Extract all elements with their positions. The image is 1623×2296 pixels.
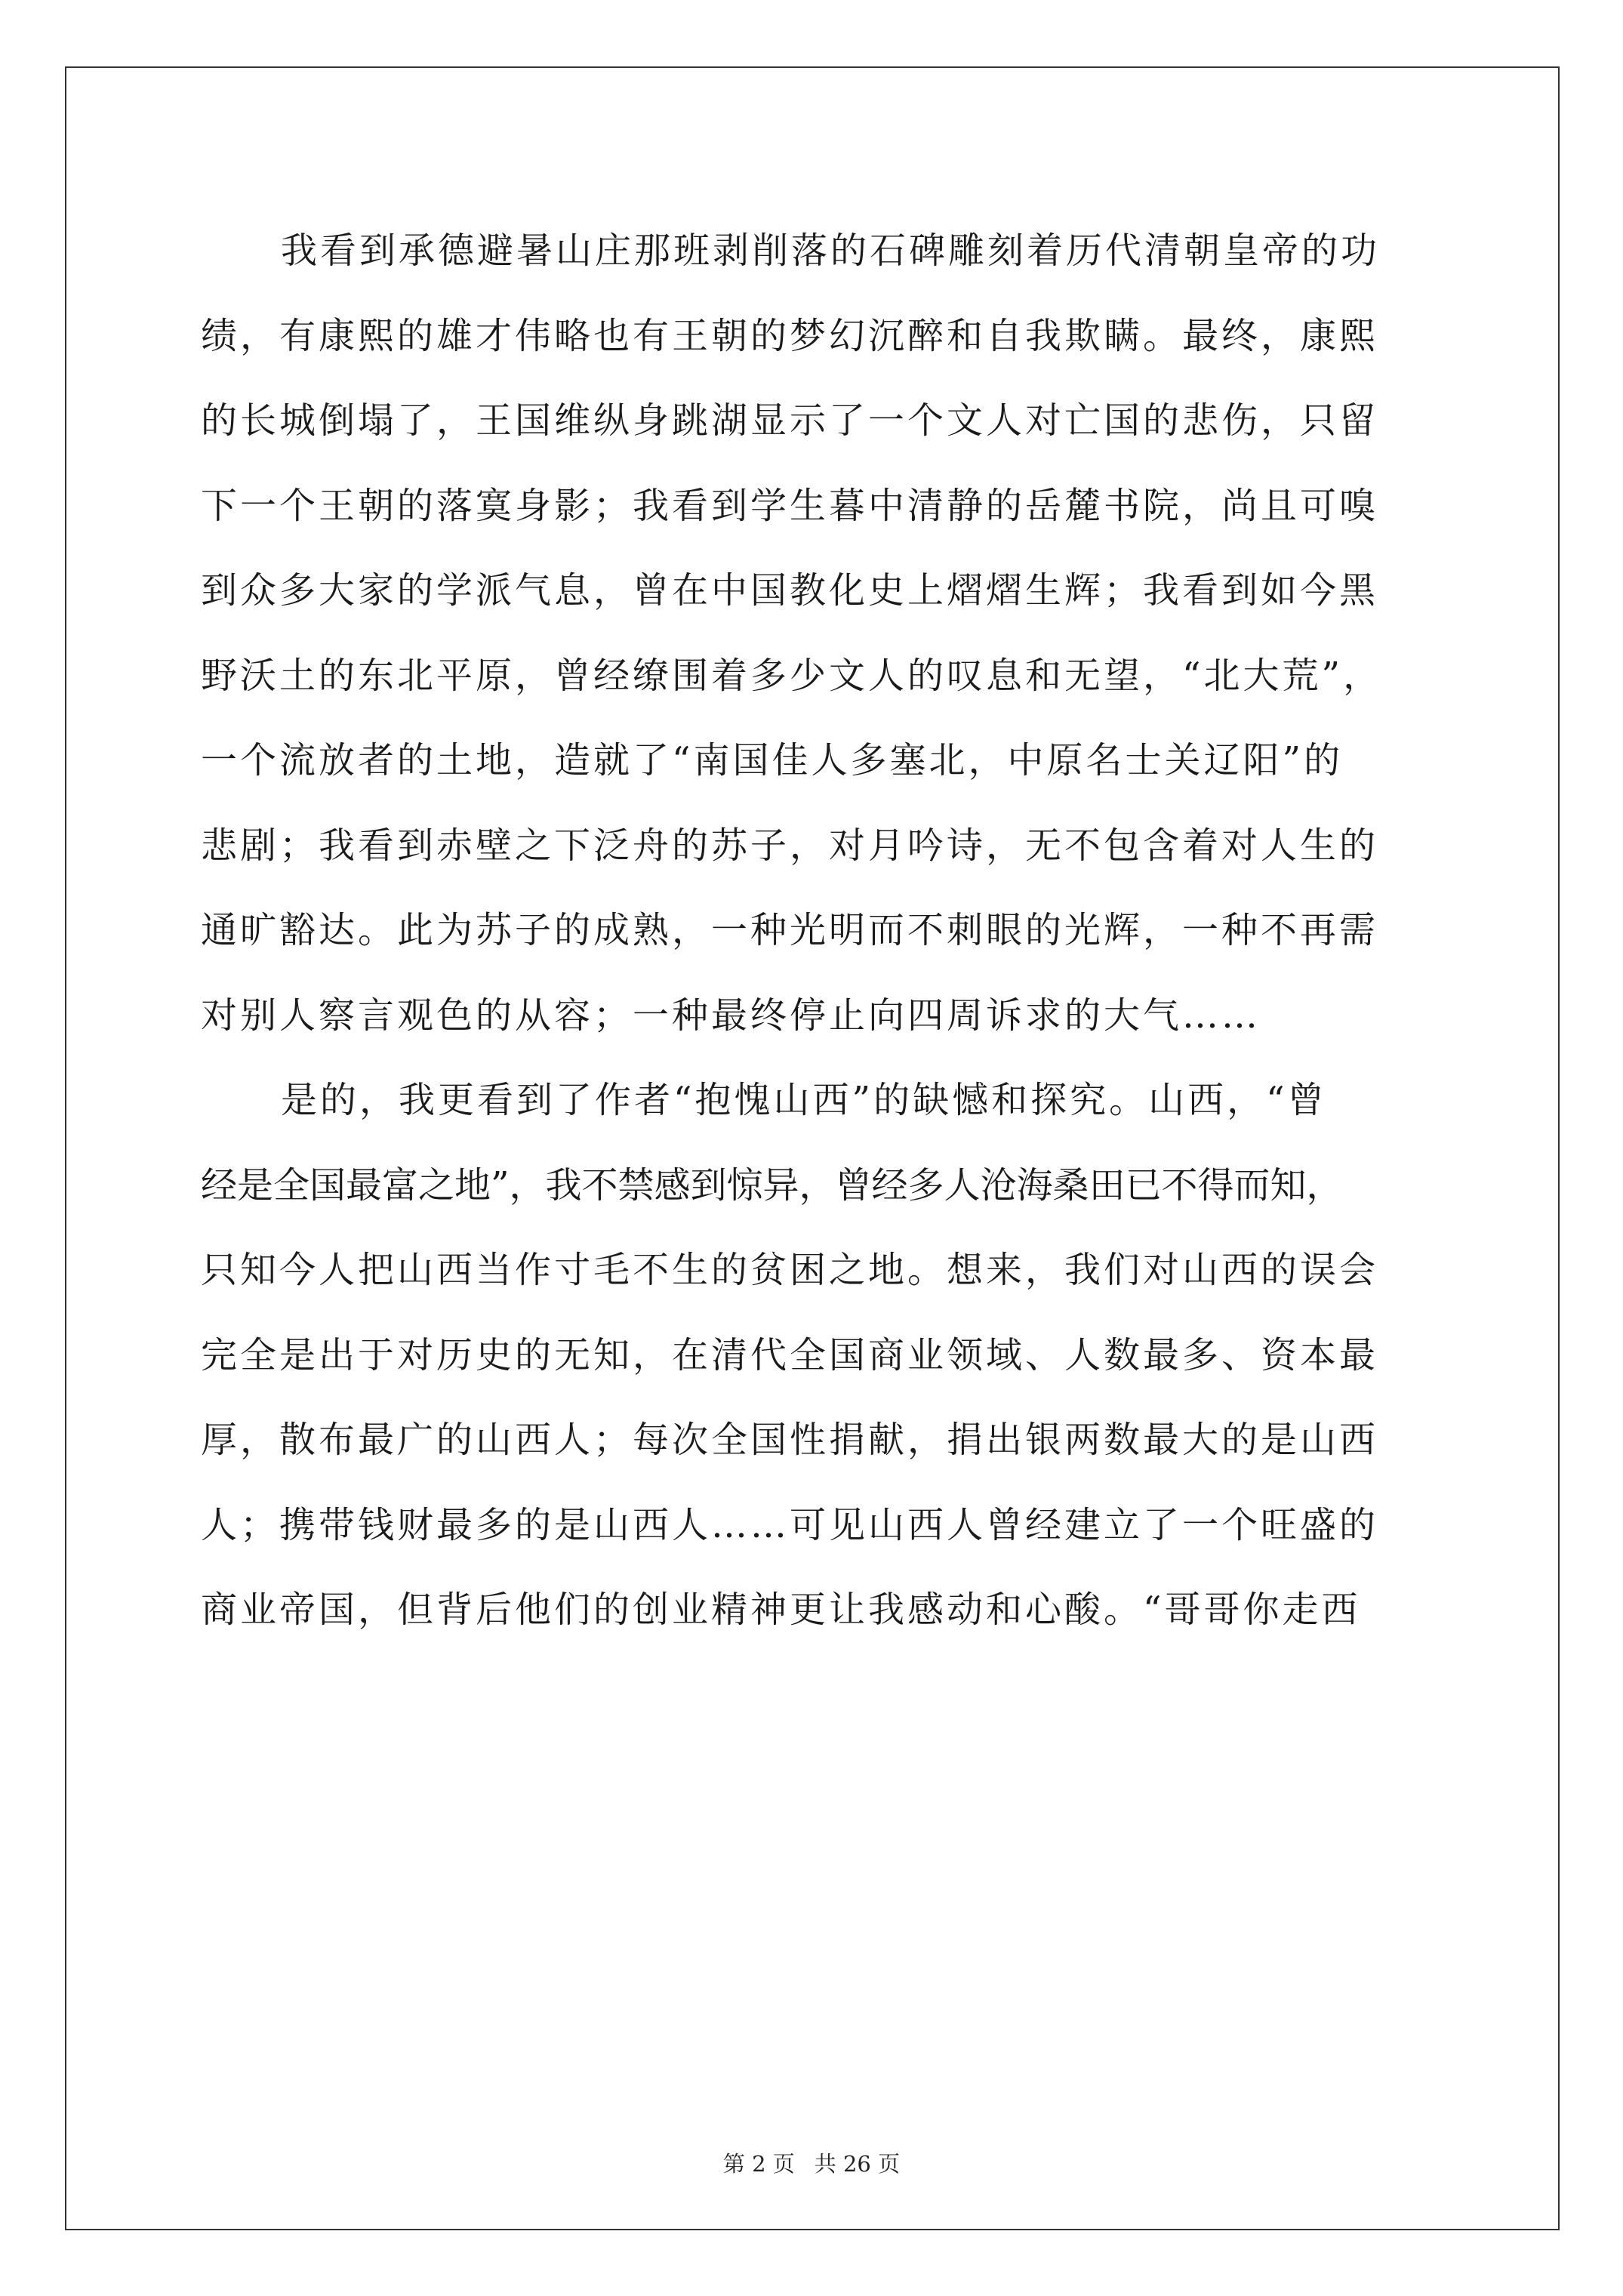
page-footer bbox=[0, 2147, 1623, 2178]
text-line: 经是全国最富之地”，我不禁感到惊异，曾经多人沧海桑田已不得而知， bbox=[201, 1163, 1343, 1207]
text-line: 悲剧；我看到赤壁之下泛舟的苏子，对月吟诗，无不包含着对人生的 bbox=[201, 824, 1379, 867]
text-line: 野沃土的东北平原，曾经缭围着多少文人的叹息和无望，“北大荒”， bbox=[201, 654, 1383, 697]
text-line: 通旷豁达。此为苏子的成熟，一种光明而不刺眼的光辉，一种不再需 bbox=[201, 909, 1379, 951]
text-line: 绩，有康熙的雄才伟略也有王朝的梦幻沉醉和自我欺瞒。最终，康熙 bbox=[201, 314, 1379, 357]
text-line: 厚，散布最广的山西人；每次全国性捐献，捐出银两数最大的是山西 bbox=[201, 1419, 1379, 1461]
text-line: 我看到承德避暑山庄那班剥削落的石碑雕刻着历代清朝皇帝的功 bbox=[281, 230, 1381, 272]
text-line: 只知今人把山西当作寸毛不生的贫困之地。想来，我们对山西的误会 bbox=[201, 1249, 1379, 1291]
text-line: 人；携带钱财最多的是山西人……可见山西人曾经建立了一个旺盛的 bbox=[201, 1503, 1379, 1546]
text-line: 下一个王朝的落寞身影；我看到学生暮中清静的岳麓书院，尚且可嗅 bbox=[201, 484, 1379, 527]
text-line: 到众多大家的学派气息，曾在中国教化史上熠熠生辉；我看到如今黑 bbox=[201, 569, 1379, 612]
document-body bbox=[201, 217, 1416, 1662]
text-line: 一个流放者的土地，造就了“南国佳人多塞北，中原名士关辽阳”的 bbox=[201, 739, 1344, 781]
page-number: 第 2 页 bbox=[722, 2151, 795, 2177]
text-line: 对别人察言观色的从容；一种最终停止向四周诉求的大气…… bbox=[201, 994, 1261, 1037]
page-total: 共 26 页 bbox=[814, 2151, 901, 2177]
text-line: 商业帝国，但背后他们的创业精神更让我感动和心酸。“哥哥你走西 bbox=[201, 1589, 1361, 1631]
text-line: 完全是出于对历史的无知，在清代全国商业领域、人数最多、资本最 bbox=[201, 1333, 1379, 1376]
text-line: 是的，我更看到了作者“抱愧山西”的缺憾和探究。山西，“曾 bbox=[281, 1079, 1327, 1121]
text-line: 的长城倒塌了，王国维纵身跳湖显示了一个文人对亡国的悲伤，只留 bbox=[201, 399, 1379, 442]
